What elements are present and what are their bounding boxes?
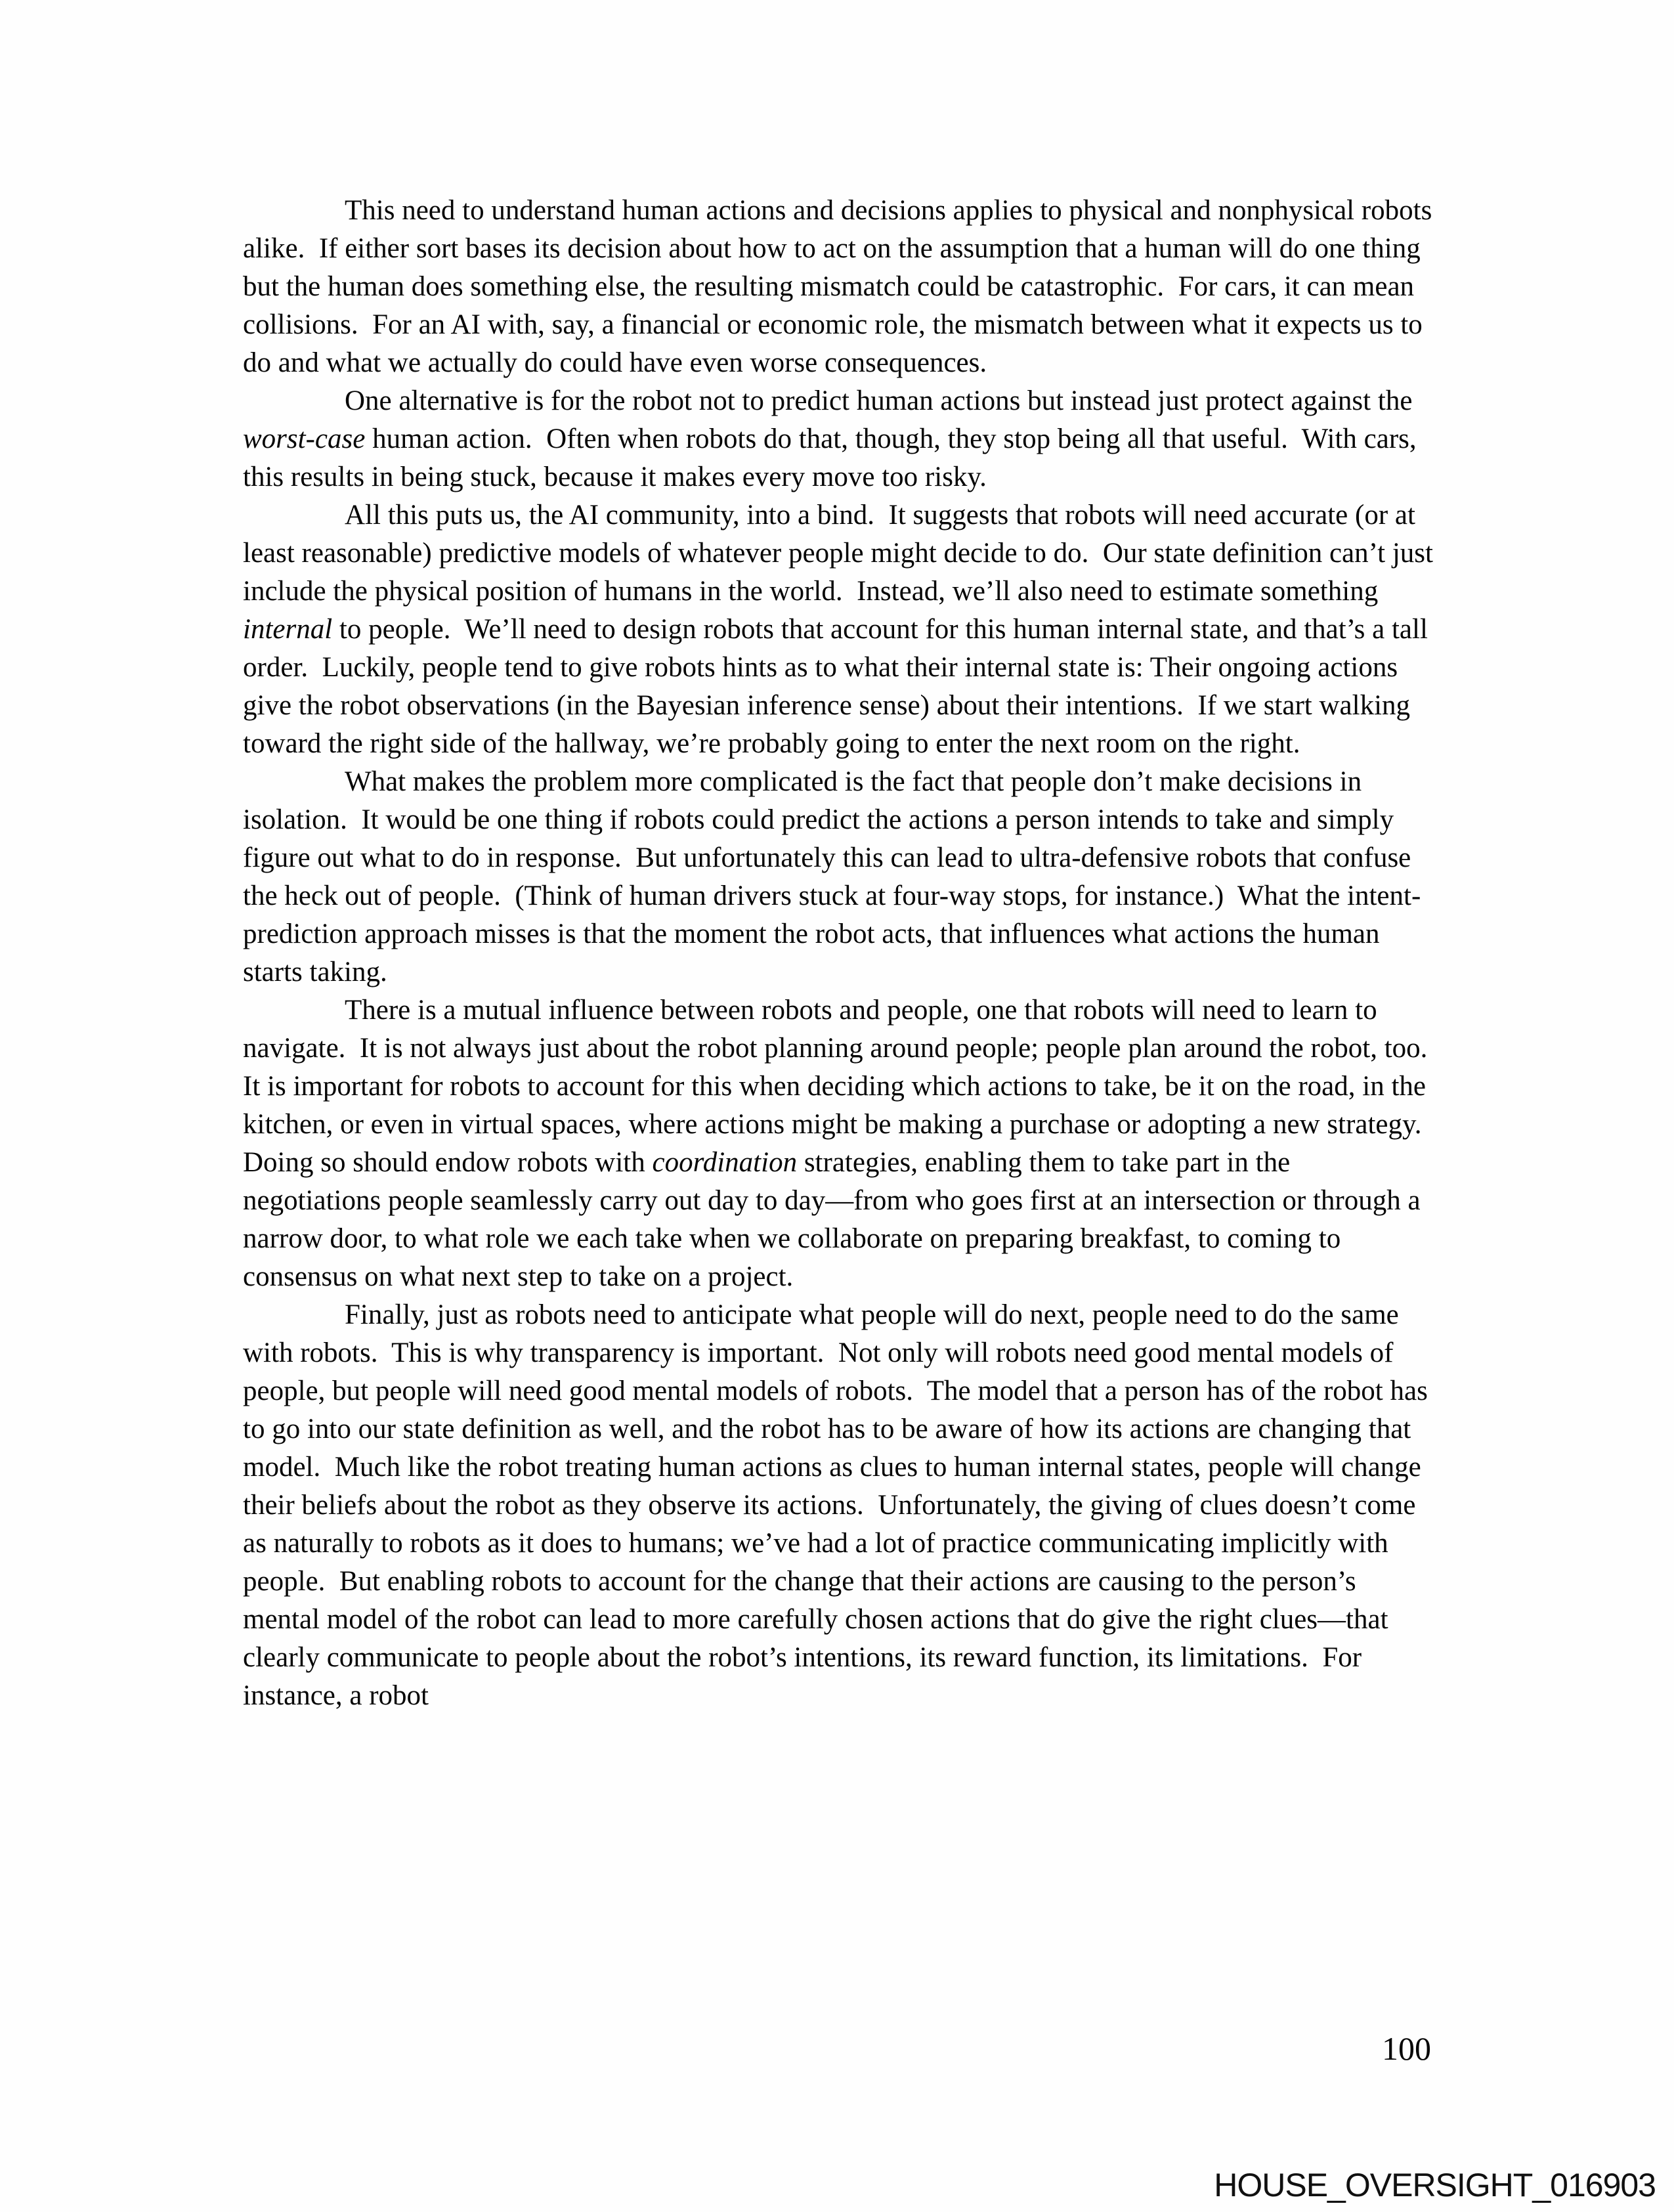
paragraph — [243, 991, 1442, 1296]
body-text-run: All this puts us, the AI community, into a bind. It suggests that robots will need accurate (or at least reasonable) predictive models of whatever people might decide to do. Our state definition can’t just include the physical position of humans in the world. Instead, we’ll also need to estimate something — [243, 500, 1440, 607]
paragraph — [243, 1296, 1434, 1715]
body-text-run: What makes the problem more complicated is the fact that people don’t make decisions in isolation. It would be one thing if robots could predict the actions a person intends to take and simply figure out what to do in response. But unfortunately this can lead to ultra-defensive robots that confuse the heck out of people. (Think of human drivers stuck at four-way stops, for instance.) What the intent-prediction approach misses is that the moment the robot acts, that influences what actions the human starts taking. — [243, 766, 1421, 987]
italic-text: worst-case — [243, 423, 366, 454]
italic-text: internal — [243, 614, 333, 645]
bates-number: HOUSE_OVERSIGHT_016903 — [1214, 2167, 1656, 2203]
body-text-run: One alternative is for the robot not to predict human actions but instead just protect against the — [345, 385, 1420, 416]
body-text-run: to people. We’ll need to design robots that account for this human internal state, and that’s a tall order. Luckily, people tend to give robots hints as to what their internal state is: Their ongoing actions give the robot observations (in the Bayesian inference sense) about their intentions. If we start walking toward the right side of the hallway, we’re probably going to enter the next room on the right. — [243, 614, 1435, 759]
paragraph — [243, 763, 1434, 991]
italic-text: coordination — [652, 1147, 798, 1178]
paragraph — [243, 496, 1440, 763]
document-body — [243, 192, 1442, 1715]
body-text-run: This need to understand human actions and decisions applies to physical and nonphysical robots alike. If either sort bases its decision about how to act on the assumption that a human will do one thing but the human does something else, the resulting mismatch could be catastrophic. For cars, it can mean collisions. For an AI with, say, a financial or economic role, the mismatch between what it expects us to do and what we actually do could have even worse consequences. — [243, 195, 1440, 378]
body-text-run: human action. Often when robots do that, though, they stop being all that useful. With cars, this results in being stuck, because it makes every move too risky. — [243, 423, 1424, 492]
body-text-run: Finally, just as robots need to anticipate what people will do next, people need to do the same with robots. This is why transparency is important. Not only will robots need good mental models of people, but people will need good mental models of robots. The model that a person has of the robot has to go into our state definition as well, and the robot has to be aware of how its actions are changing that model. Much like the robot treating human actions as clues to human internal states, people will change their beliefs about the robot as they observe its actions. Unfortunately, the giving of clues doesn’t come as naturally to robots as it does to humans; we’ve had a lot of practice communicating implicitly with people. But enabling robots to account for the change that their actions are causing to the person’s mental model of the robot can lead to more carefully chosen actions that do give the right clues—that clearly communicate to people about the robot’s intentions, its reward function, its limitations. For instance, a robot — [243, 1299, 1435, 1711]
paragraph — [243, 192, 1440, 382]
body-text-run: strategies, enabling them to take part in the negotiations people seamlessly carry out day to day—from who goes first at an intersection or through a narrow door, to what role we each take when we collaborate on preparing breakfast, to coming to consensus on what next step to take on a project. — [243, 1147, 1428, 1292]
body-text-run: There is a mutual influence between robots and people, one that robots will need to learn to navigate. It is not always just about the robot planning around people; people plan around the robot, too. It is important for robots to account for this when deciding which actions to take, be it on the road, in the kitchen, or even in virtual spaces, where actions might be making a purchase or adopting a new strategy. Doing so should endow robots with — [243, 995, 1442, 1178]
page-number: 100 — [1382, 2030, 1431, 2067]
paragraph — [243, 382, 1434, 496]
